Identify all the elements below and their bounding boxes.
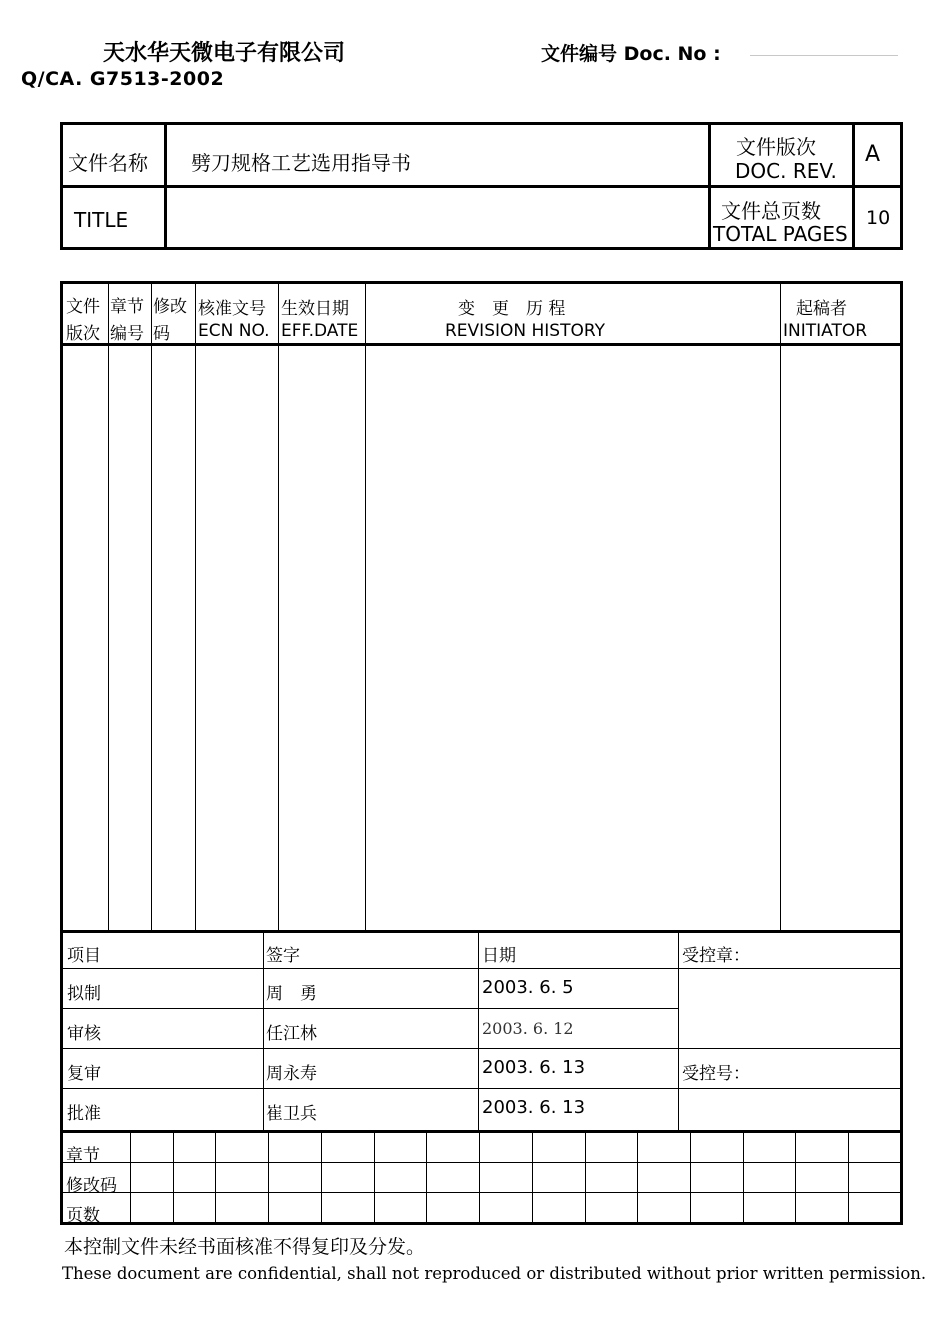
- column-divider: [108, 284, 109, 933]
- column-divider: [130, 1133, 131, 1222]
- title-divider: [164, 125, 167, 247]
- total-pages-value: 10: [866, 207, 891, 229]
- doc-rev-label-cn: 文件版次: [736, 135, 816, 159]
- column-divider: [678, 930, 679, 1132]
- col-header-chapter-no: 章节编号: [110, 297, 144, 344]
- row-label-pages: 页数: [66, 1206, 100, 1226]
- doc-rev-label-en: DOC. REV.: [735, 159, 837, 183]
- confidential-notice-en: These document are confidential, shall not reproduced or distributed without prior written permission.: [62, 1264, 927, 1283]
- column-divider: [195, 284, 196, 933]
- column-divider: [478, 930, 479, 1132]
- total-pages-label-en: TOTAL PAGES: [713, 222, 848, 246]
- row-item-draft: 拟制: [67, 984, 101, 1004]
- row-signature-draft: 周 勇: [266, 984, 317, 1004]
- title-divider: [63, 185, 900, 188]
- column-divider: [173, 1133, 174, 1222]
- header-item: 项目: [67, 946, 101, 966]
- header-signature: 签字: [266, 946, 300, 966]
- row-item-review: 审核: [67, 1024, 101, 1044]
- column-divider: [278, 284, 279, 933]
- row-signature-approve: 崔卫兵: [266, 1104, 317, 1124]
- doc-rev-value: A: [865, 142, 881, 167]
- row-divider: [63, 1162, 900, 1163]
- column-divider: [365, 284, 366, 933]
- row-divider: [63, 1088, 900, 1089]
- column-divider: [795, 1133, 796, 1222]
- col-header-ecn-cn: 核准文号: [198, 299, 266, 319]
- row-divider: [63, 1192, 900, 1193]
- column-divider: [426, 1133, 427, 1222]
- col-header-initiator-en: INITIATOR: [783, 321, 868, 341]
- row-date-review: 2003. 6. 12: [482, 1019, 574, 1038]
- col-header-history-cn: 变 更 历 程: [458, 299, 566, 319]
- doc-name-label: 文件名称: [68, 151, 148, 175]
- column-divider: [321, 1133, 322, 1222]
- doc-no-label: 文件编号 Doc. No :: [541, 43, 721, 65]
- title-label: TITLE: [74, 208, 129, 232]
- col-header-history-en: REVISION HISTORY: [445, 321, 605, 341]
- row-date-approve: 2003. 6. 13: [482, 1097, 586, 1118]
- total-pages-label-cn: 文件总页数: [721, 199, 821, 223]
- confidential-notice-cn: 本控制文件未经书面核准不得复印及分发。: [64, 1236, 426, 1258]
- row-divider: [63, 968, 900, 969]
- col-header-effdate-cn: 生效日期: [281, 299, 349, 319]
- row-divider: [63, 1008, 678, 1009]
- title-divider: [708, 125, 711, 247]
- title-divider: [852, 125, 855, 247]
- row-label-chapter: 章节: [66, 1146, 100, 1166]
- header-control-stamp: 受控章：: [682, 946, 750, 966]
- column-divider: [479, 1133, 480, 1222]
- control-no-label: 受控号：: [682, 1064, 750, 1084]
- row-item-approve: 批准: [67, 1104, 101, 1124]
- column-divider: [637, 1133, 638, 1222]
- row-signature-recheck: 周永寿: [266, 1064, 317, 1084]
- row-divider: [63, 930, 900, 933]
- column-divider: [151, 284, 152, 933]
- column-divider: [374, 1133, 375, 1222]
- column-divider: [848, 1133, 849, 1222]
- col-header-change-code: 修改码: [153, 297, 187, 344]
- doc-no-underline: [750, 55, 898, 56]
- col-header-ecn-en: ECN NO.: [198, 321, 270, 341]
- row-signature-review: 任江林: [266, 1024, 317, 1044]
- col-header-initiator-cn: 起稿者: [796, 299, 847, 319]
- row-divider: [63, 1048, 900, 1049]
- column-divider: [532, 1133, 533, 1222]
- chapter-table: [60, 1130, 903, 1225]
- column-divider: [690, 1133, 691, 1222]
- column-divider: [743, 1133, 744, 1222]
- row-date-draft: 2003. 6. 5: [482, 977, 574, 998]
- column-divider: [263, 930, 264, 1132]
- col-header-effdate-en: EFF.DATE: [281, 321, 359, 341]
- row-date-recheck: 2003. 6. 13: [482, 1057, 586, 1078]
- doc-code: Q/CA. G7513-2002: [21, 68, 225, 90]
- column-divider: [268, 1133, 269, 1222]
- title-block: [60, 122, 903, 250]
- row-item-recheck: 复审: [67, 1064, 101, 1084]
- column-divider: [585, 1133, 586, 1222]
- approval-table: [60, 930, 903, 1132]
- column-divider: [780, 284, 781, 933]
- doc-name-value: 劈刀规格工艺选用指导书: [191, 151, 411, 175]
- col-header-doc-rev: 文件版次: [66, 297, 100, 344]
- header-date: 日期: [482, 946, 516, 966]
- row-label-change-code: 修改码: [66, 1176, 117, 1196]
- revision-history-table: [60, 281, 903, 933]
- company-name: 天水华天微电子有限公司: [103, 41, 346, 66]
- column-divider: [215, 1133, 216, 1222]
